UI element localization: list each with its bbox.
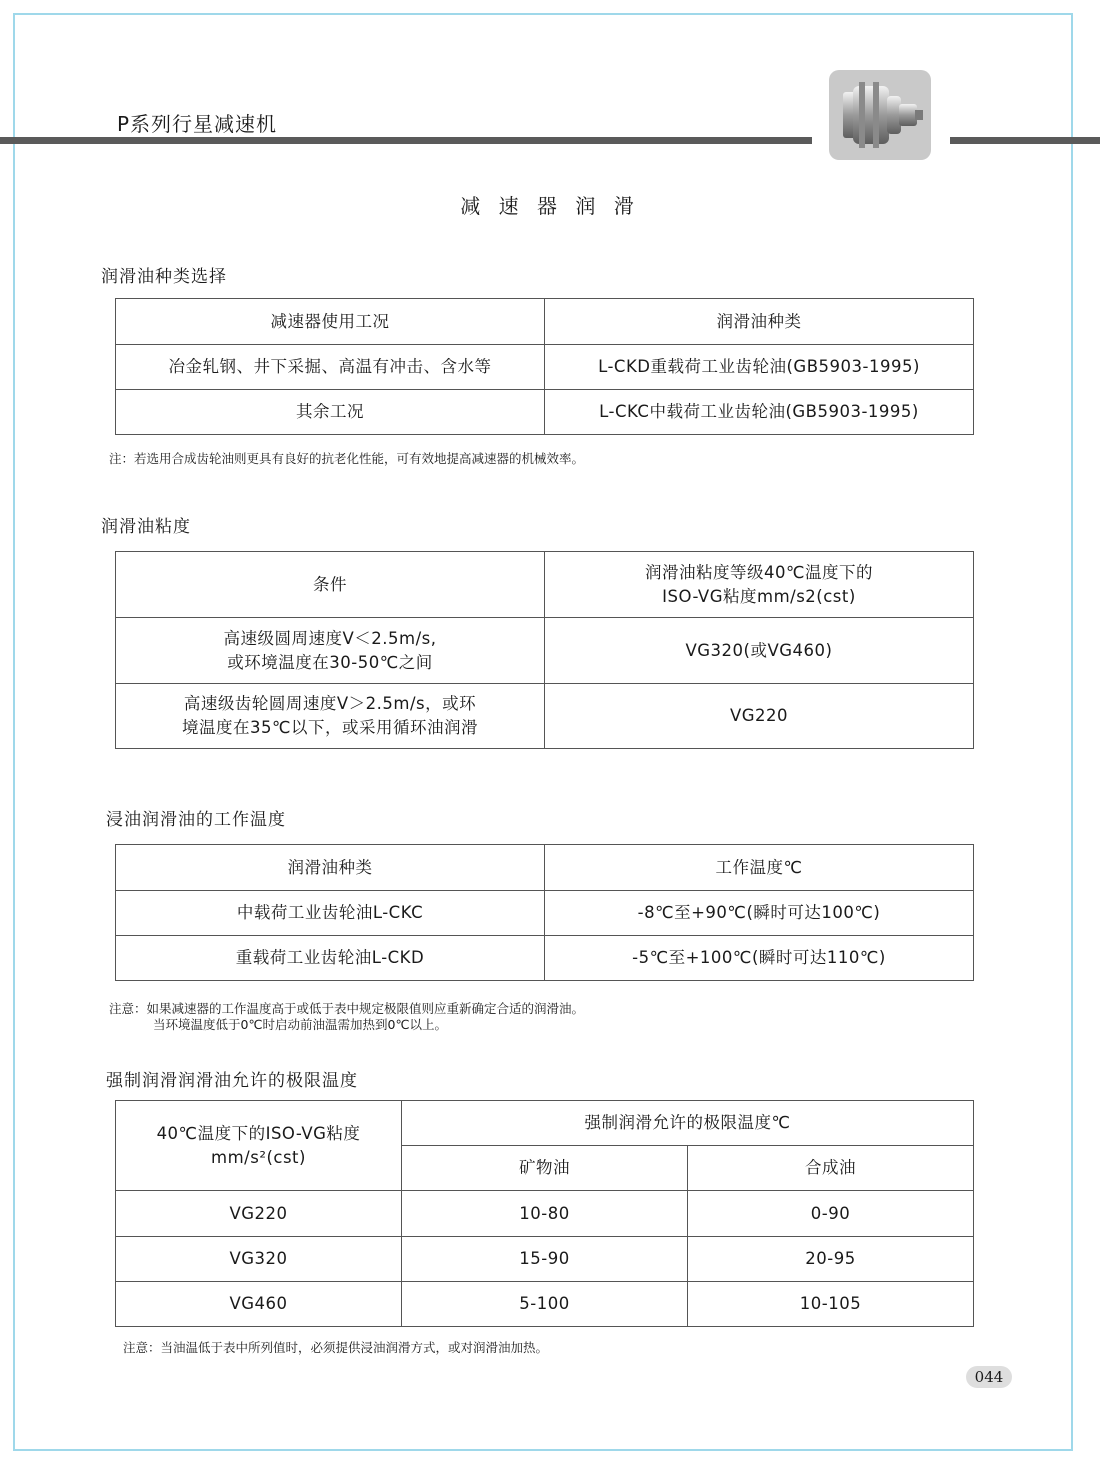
table-cell: 中载荷工业齿轮油L-CKC: [116, 891, 545, 936]
table-cell: VG220: [116, 1191, 402, 1237]
cell-line: 高速级圆周速度V＜2.5m/s,: [223, 628, 437, 648]
note-line: 注意：如果减速器的工作温度高于或低于表中规定极限值则应重新确定合适的润滑油。: [109, 1001, 585, 1016]
note-oil-type: 注：若选用合成齿轮油则更具有良好的抗老化性能，可有效地提高减速器的机械效率。: [109, 451, 585, 466]
header-line: 40℃温度下的ISO-VG粘度: [156, 1123, 361, 1143]
section-title-limit-temp: 强制润滑润滑油允许的极限温度: [106, 1071, 358, 1091]
table-cell: 10-105: [688, 1282, 974, 1327]
table-cell: VG320: [116, 1237, 402, 1282]
table-row: [116, 936, 974, 981]
header-line: 润滑油粘度等级40℃温度下的: [644, 562, 874, 582]
header-line: ISO-VG粘度mm/s2(cst): [662, 586, 856, 606]
header-rule-left: [0, 137, 812, 144]
section-title-oil-type: 润滑油种类选择: [101, 267, 227, 287]
viscosity-table: [115, 551, 974, 749]
table-header-row: [116, 299, 974, 345]
table-cell: 重载荷工业齿轮油L-CKD: [116, 936, 545, 981]
table-header-row: [116, 552, 974, 618]
table-row: [116, 891, 974, 936]
subheader-cell: 合成油: [688, 1146, 974, 1191]
section-title-viscosity: 润滑油粘度: [101, 517, 191, 537]
table-row: [116, 1191, 974, 1237]
header-cell: 润滑油种类: [116, 845, 545, 891]
cell-line: 或环境温度在30-50℃之间: [227, 652, 433, 672]
header-group-cell: 强制润滑允许的极限温度℃: [402, 1101, 974, 1146]
product-image: [829, 70, 931, 160]
section-title-working-temp: 浸油润滑油的工作温度: [106, 810, 286, 830]
table-cell: [116, 618, 545, 684]
table-cell: VG220: [545, 684, 974, 749]
table-cell: -8℃至+90℃(瞬时可达100℃): [545, 891, 974, 936]
table-row: [116, 345, 974, 390]
table-cell: [116, 684, 545, 749]
header-line: mm/s²(cst): [211, 1147, 306, 1167]
limit-temp-table: [115, 1100, 974, 1327]
series-title: P系列行星减速机: [117, 112, 278, 136]
table-cell: 5-100: [402, 1282, 688, 1327]
table-cell: VG320(或VG460): [545, 618, 974, 684]
header-rule-right: [950, 137, 1100, 144]
table-cell: 10-80: [402, 1191, 688, 1237]
header-cell: [545, 552, 974, 618]
note-line: 当环境温度低于0℃时启动前油温需加热到0℃以上。: [153, 1017, 447, 1032]
table-cell: 冶金轧钢、井下采掘、高温有冲击、含水等: [116, 345, 545, 390]
cell-line: 高速级齿轮圆周速度V＞2.5m/s，或环: [183, 694, 477, 713]
header-cell: 润滑油种类: [545, 299, 974, 345]
table-header-row: [116, 845, 974, 891]
working-temp-table: [115, 844, 974, 981]
table-cell: 0-90: [688, 1191, 974, 1237]
table-cell: VG460: [116, 1282, 402, 1327]
note-limit-temp: 注意：当油温低于表中所列值时，必须提供浸油润滑方式，或对润滑油加热。: [123, 1340, 549, 1355]
page-number: 044: [966, 1366, 1012, 1388]
table-header-row: [116, 1101, 974, 1146]
subheader-cell: 矿物油: [402, 1146, 688, 1191]
table-cell: L-CKD重载荷工业齿轮油(GB5903-1995): [545, 345, 974, 390]
table-cell: 15-90: [402, 1237, 688, 1282]
cell-line: 境温度在35℃以下，或采用循环油润滑: [181, 718, 479, 737]
table-cell: 20-95: [688, 1237, 974, 1282]
header-cell: 工作温度℃: [545, 845, 974, 891]
header-cell: [116, 1101, 402, 1191]
header-cell: 减速器使用工况: [116, 299, 545, 345]
table-cell: 其余工况: [116, 390, 545, 435]
table-row: [116, 390, 974, 435]
table-row: [116, 1282, 974, 1327]
table-row: [116, 1237, 974, 1282]
note-working-temp: [109, 1001, 584, 1033]
oil-type-table: [115, 298, 974, 435]
table-cell: -5℃至+100℃(瞬时可达110℃): [545, 936, 974, 981]
header-cell: 条件: [116, 552, 545, 618]
table-cell: L-CKC中载荷工业齿轮油(GB5903-1995): [545, 390, 974, 435]
table-row: [116, 618, 974, 684]
planetary-reducer-icon: [829, 70, 931, 160]
page-title: 减 速 器 润 滑: [460, 194, 640, 218]
table-row: [116, 684, 974, 749]
